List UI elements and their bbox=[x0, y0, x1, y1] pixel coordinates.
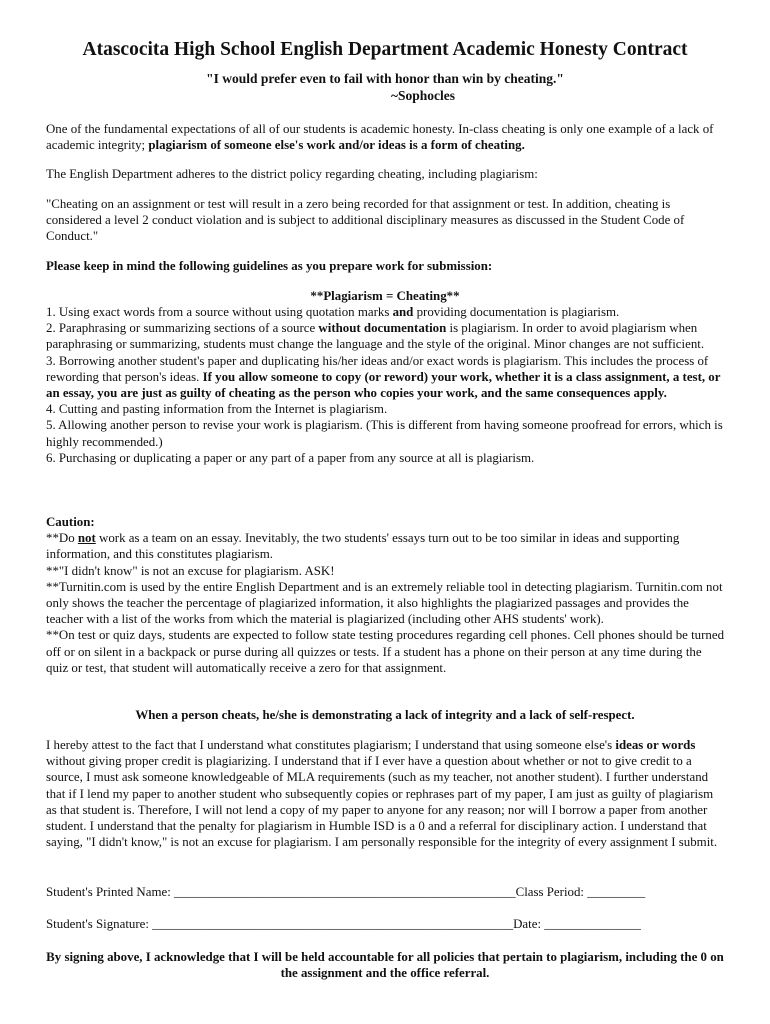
signature-row bbox=[46, 916, 736, 932]
caution-heading: Caution: bbox=[46, 515, 95, 529]
caution-3: **Turnitin.com is used by the entire English Department and is an extremely reliable tool in detecting plagiarism. Turnitin.com not only shows the teacher the percentage of plagiarized information, it also highlights the plagiarized passages and provides the teacher with a list of the works from which the material is plagiarized (including other AHS students' work). bbox=[46, 579, 723, 627]
rule-3: 3. Borrowing another student's paper and duplicating his/her ideas and/or exact words is plagiarism. This includes the process of rewording that person's ideas. If you allow someone to copy (or reword) your work, whether it is a class assignment, a test, or an essay, you are just as guilty of cheating as the person who copies your work, and the same consequences apply. bbox=[46, 353, 721, 401]
integrity-statement: When a person cheats, he/she is demonstrating a lack of integrity and a lack of self-respect. bbox=[135, 708, 635, 722]
rule-1: 1. Using exact words from a source without using quotation marks and providing documentation is plagiarism. bbox=[46, 305, 620, 319]
rules-list bbox=[46, 304, 726, 466]
caution-1: **Do not work as a team on an essay. Inevitably, the two students' essays turn out to be too similar in ideas and supporting information, and this constitutes plagiarism. bbox=[46, 531, 680, 562]
caution-2: **"I didn't know" is not an excuse for plagiarism. ASK! bbox=[46, 563, 335, 578]
district-policy-intro: The English Department adheres to the district policy regarding cheating, including plagiarism: bbox=[46, 167, 538, 181]
date-label: Date: bbox=[513, 917, 545, 931]
rule-4: 4. Cutting and pasting information from the Internet is plagiarism. bbox=[46, 402, 388, 417]
plagiarism-heading: **Plagiarism = Cheating** bbox=[310, 289, 460, 303]
document-title: Atascocita High School English Department Academic Honesty Contract bbox=[82, 39, 688, 60]
class-period-label: Class Period: bbox=[515, 885, 588, 899]
class-period-field[interactable]: _________ bbox=[587, 885, 646, 899]
intro-paragraph bbox=[46, 121, 726, 153]
date-field[interactable]: _______________ bbox=[544, 917, 641, 931]
rule-2: 2. Paraphrasing or summarizing sections of a source without documentation is plagiarism. In order to avoid plagiarism when paraphrasing or summarizing, students must change the language and the style of the original. Minor changes are not sufficient. bbox=[46, 321, 705, 352]
attestation-paragraph: I hereby attest to the fact that I understand what constitutes plagiarism; I understand that using someone else's ideas or words without giving proper credit is plagiarizing. I understand that if I ever have a question about whether or not to give credit to a source, I must ask someone knowledgeable of MLA requirements (such as my teacher, not another student). I further understand that if I lend my paper to another student who subsequently copies or rephrases part of my paper, I am just as guilty of plagiarism as that student is. Therefore, I will not lend a copy of my paper to anyone for any reason; nor will I borrow a paper from another student. I understand that the penalty for plagiarism in Humble ISD is a 0 and a referral for disciplinary action. I understand that saying, "I didn't know," is not an excuse for plagiarism. I am personally responsible for the integrity of every assignment I submit. bbox=[46, 738, 718, 850]
acknowledgement-statement: By signing above, I acknowledge that I will be held accountable for all policies that pertain to plagiarism, including the 0 on the assignment and the office referral. bbox=[46, 950, 724, 981]
guidelines-heading: Please keep in mind the following guidelines as you prepare work for submission: bbox=[46, 259, 493, 273]
printed-name-row bbox=[46, 884, 736, 900]
printed-name-label: Student's Printed Name: bbox=[46, 885, 174, 899]
attestation-bold: ideas or words bbox=[615, 738, 696, 752]
caution-section bbox=[46, 514, 726, 676]
quote-text: "I would prefer even to fail with honor than win by cheating." bbox=[206, 71, 564, 86]
rule-5: 5. Allowing another person to revise your work is plagiarism. (This is different from having someone proofread for errors, which is highly recommended.) bbox=[46, 418, 723, 449]
rule-6: 6. Purchasing or duplicating a paper or any part of a paper from any source at all is plagiarism. bbox=[46, 450, 535, 465]
caution-4: **On test or quiz days, students are expected to follow state testing procedures regarding cell phones. Cell phones should be turned off or on silent in a backpack or purse during all quizzes or tests. If a student has a phone on their person at any time during the quiz or test, that student will automatically receive a zero for that assignment. bbox=[46, 628, 725, 675]
quote-author: ~Sophocles bbox=[390, 88, 456, 103]
signature-field[interactable]: ________________________________________________________ bbox=[152, 917, 514, 931]
intro-text: One of the fundamental expectations of all of our students is academic honesty. In-class cheating is only one example of a lack of academic integrity; bbox=[46, 122, 714, 153]
district-policy-quote: "Cheating on an assignment or test will result in a zero being recorded for that assignment or test. In addition, cheating is considered a level 2 conduct violation and is subject to additional disciplinary measures as discussed in the Student Code of Conduct." bbox=[46, 197, 685, 244]
intro-bold: plagiarism of someone else's work and/or ideas is a form of cheating. bbox=[148, 138, 525, 153]
printed-name-field[interactable]: _____________________________________________________ bbox=[174, 885, 516, 899]
signature-label: Student's Signature: bbox=[46, 917, 153, 931]
